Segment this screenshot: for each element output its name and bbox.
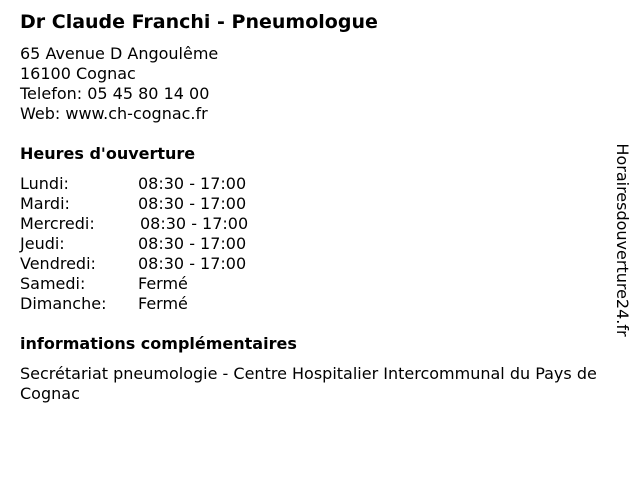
street-address: 65 Avenue D Angoulême <box>20 44 219 63</box>
day-label: Samedi: <box>20 274 86 293</box>
hours-value: 08:30 - 17:00 <box>138 174 247 193</box>
day-label: Lundi: <box>20 174 69 193</box>
address-block <box>20 44 218 124</box>
opening-hours-heading: Heures d'ouverture <box>20 144 196 163</box>
page-title: Dr Claude Franchi - Pneumologue <box>20 11 378 33</box>
day-label: Mercredi: <box>20 214 95 233</box>
hours-value: 08:30 - 17:00 <box>138 234 247 253</box>
day-label: Jeudi: <box>20 234 65 253</box>
day-label: Dimanche: <box>20 294 107 313</box>
day-label: Vendredi: <box>20 254 96 273</box>
additional-info-text: Secrétariat pneumologie - Centre Hospitalier Intercommunal du Pays de Cognac <box>20 364 597 403</box>
day-label: Mardi: <box>20 194 70 213</box>
website-link[interactable]: Web: www.ch-cognac.fr <box>20 104 208 123</box>
hours-value: 08:30 - 17:00 <box>140 214 249 233</box>
hours-value: 08:30 - 17:00 <box>138 254 247 273</box>
city-postal-code: 16100 Cognac <box>20 64 136 83</box>
hours-value: Fermé <box>138 274 188 293</box>
hours-value: 08:30 - 17:00 <box>138 194 247 213</box>
site-watermark-link[interactable]: Horairesdouverture24.fr <box>613 143 632 337</box>
phone-number: Telefon: 05 45 80 14 00 <box>20 84 210 103</box>
additional-info-heading: informations complémentaires <box>20 334 297 353</box>
hours-value: Fermé <box>138 294 188 313</box>
